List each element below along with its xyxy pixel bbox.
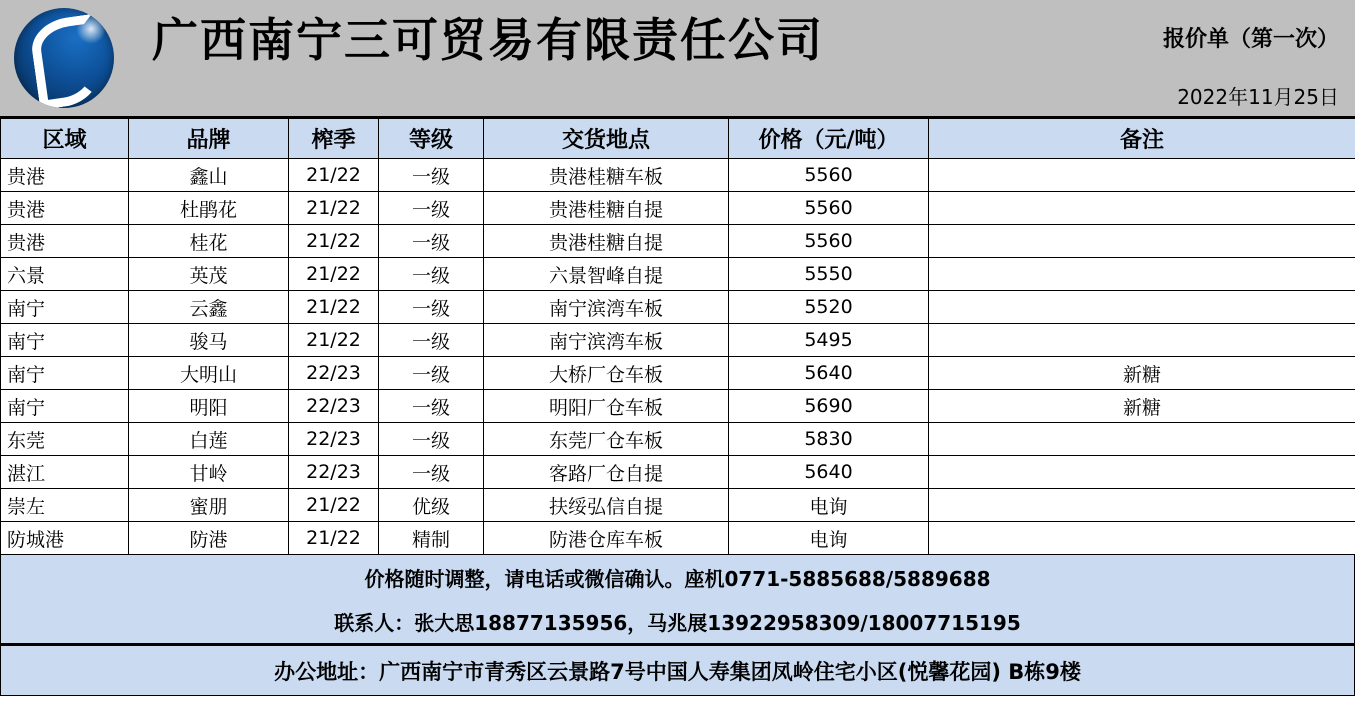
table-row [1, 522, 1355, 555]
cell-remark [929, 258, 1355, 291]
cell-area: 南宁 [1, 357, 129, 390]
cell-remark [929, 225, 1355, 258]
cell-place: 明阳厂仓车板 [484, 390, 729, 423]
footer-address: 办公地址：广西南宁市青秀区云景路7号中国人寿集团凤岭住宅小区(悦馨花园) B栋9楼 [0, 646, 1355, 696]
cell-price: 5495 [729, 324, 929, 357]
title-cell [128, 0, 1055, 116]
cell-grade: 一级 [379, 225, 484, 258]
cell-grade: 一级 [379, 291, 484, 324]
cell-place: 防港仓库车板 [484, 522, 729, 555]
cell-grade: 精制 [379, 522, 484, 555]
cell-place: 南宁滨湾车板 [484, 324, 729, 357]
cell-price: 电询 [729, 522, 929, 555]
cell-brand: 甘岭 [129, 456, 289, 489]
cell-area: 南宁 [1, 390, 129, 423]
logo-cell [0, 0, 128, 116]
column-header-brand: 品牌 [129, 119, 289, 159]
table-row [1, 324, 1355, 357]
footer-contacts: 联系人：张大思18877135956，马兆展13922958309/18007715195 [1, 600, 1354, 645]
cell-remark: 新糖 [929, 357, 1355, 390]
cell-brand: 桂花 [129, 225, 289, 258]
table-row [1, 357, 1355, 390]
cell-season: 21/22 [289, 489, 379, 522]
cell-brand: 云鑫 [129, 291, 289, 324]
cell-grade: 一级 [379, 357, 484, 390]
cell-remark [929, 291, 1355, 324]
cell-season: 21/22 [289, 159, 379, 192]
cell-remark [929, 192, 1355, 225]
cell-place: 六景智峰自提 [484, 258, 729, 291]
column-header-grade: 等级 [379, 119, 484, 159]
column-header-area: 区域 [1, 119, 129, 159]
cell-price: 5560 [729, 159, 929, 192]
cell-place: 大桥厂仓车板 [484, 357, 729, 390]
cell-remark [929, 522, 1355, 555]
cell-place: 扶绥弘信自提 [484, 489, 729, 522]
cell-area: 防城港 [1, 522, 129, 555]
cell-grade: 一级 [379, 258, 484, 291]
cell-place: 贵港桂糖自提 [484, 225, 729, 258]
cell-brand: 鑫山 [129, 159, 289, 192]
cell-remark [929, 456, 1355, 489]
company-logo-icon [14, 8, 114, 108]
cell-price: 5640 [729, 456, 929, 489]
cell-area: 崇左 [1, 489, 129, 522]
table-row [1, 456, 1355, 489]
cell-area: 贵港 [1, 192, 129, 225]
quote-date: 2022年11月25日 [1177, 85, 1339, 109]
column-header-place: 交货地点 [484, 119, 729, 159]
cell-area: 南宁 [1, 291, 129, 324]
quote-label: 报价单（第一次） [1162, 27, 1339, 52]
cell-brand: 防港 [129, 522, 289, 555]
cell-remark [929, 159, 1355, 192]
cell-brand: 骏马 [129, 324, 289, 357]
table-row [1, 225, 1355, 258]
cell-brand: 白莲 [129, 423, 289, 456]
cell-brand: 大明山 [129, 357, 289, 390]
cell-grade: 一级 [379, 159, 484, 192]
cell-place: 客路厂仓自提 [484, 456, 729, 489]
logo-highlight [76, 14, 106, 44]
cell-place: 东莞厂仓车板 [484, 423, 729, 456]
cell-area: 湛江 [1, 456, 129, 489]
cell-price: 5550 [729, 258, 929, 291]
footer-notes [0, 555, 1355, 646]
cell-price: 5640 [729, 357, 929, 390]
cell-grade: 优级 [379, 489, 484, 522]
cell-place: 贵港桂糖自提 [484, 192, 729, 225]
cell-season: 21/22 [289, 192, 379, 225]
footer-notice: 价格随时调整，请电话或微信确认。座机0771-5885688/5889688 [364, 567, 991, 591]
cell-season: 21/22 [289, 225, 379, 258]
cell-area: 南宁 [1, 324, 129, 357]
cell-remark: 新糖 [929, 390, 1355, 423]
cell-season: 21/22 [289, 258, 379, 291]
cell-price: 5520 [729, 291, 929, 324]
header-meta [1055, 0, 1355, 116]
cell-brand: 蜜朋 [129, 489, 289, 522]
table-row [1, 489, 1355, 522]
cell-area: 东莞 [1, 423, 129, 456]
table-header [1, 119, 1355, 159]
column-header-remark: 备注 [929, 119, 1355, 159]
cell-brand: 杜鹃花 [129, 192, 289, 225]
cell-season: 21/22 [289, 324, 379, 357]
cell-price: 5560 [729, 225, 929, 258]
column-header-season: 榨季 [289, 119, 379, 159]
page-title: 广西南宁三可贸易有限责任公司 [152, 13, 824, 67]
table-row [1, 390, 1355, 423]
cell-brand: 英茂 [129, 258, 289, 291]
cell-grade: 一级 [379, 390, 484, 423]
cell-area: 六景 [1, 258, 129, 291]
document-header [0, 0, 1355, 118]
cell-area: 贵港 [1, 225, 129, 258]
cell-price: 5830 [729, 423, 929, 456]
cell-grade: 一级 [379, 192, 484, 225]
table-body [1, 159, 1355, 555]
cell-grade: 一级 [379, 324, 484, 357]
cell-season: 22/23 [289, 456, 379, 489]
cell-remark [929, 489, 1355, 522]
cell-price: 5690 [729, 390, 929, 423]
cell-remark [929, 423, 1355, 456]
table-row [1, 159, 1355, 192]
cell-place: 南宁滨湾车板 [484, 291, 729, 324]
cell-place: 贵港桂糖车板 [484, 159, 729, 192]
table-row [1, 291, 1355, 324]
cell-area: 贵港 [1, 159, 129, 192]
price-table [0, 118, 1355, 555]
table-row [1, 192, 1355, 225]
cell-season: 22/23 [289, 423, 379, 456]
cell-season: 21/22 [289, 291, 379, 324]
cell-season: 21/22 [289, 522, 379, 555]
cell-season: 22/23 [289, 357, 379, 390]
table-header-row [1, 119, 1355, 159]
table-row [1, 423, 1355, 456]
cell-remark [929, 324, 1355, 357]
cell-grade: 一级 [379, 456, 484, 489]
table-row [1, 258, 1355, 291]
column-header-price: 价格（元/吨） [729, 119, 929, 159]
cell-brand: 明阳 [129, 390, 289, 423]
cell-price: 电询 [729, 489, 929, 522]
cell-price: 5560 [729, 192, 929, 225]
cell-season: 22/23 [289, 390, 379, 423]
cell-grade: 一级 [379, 423, 484, 456]
